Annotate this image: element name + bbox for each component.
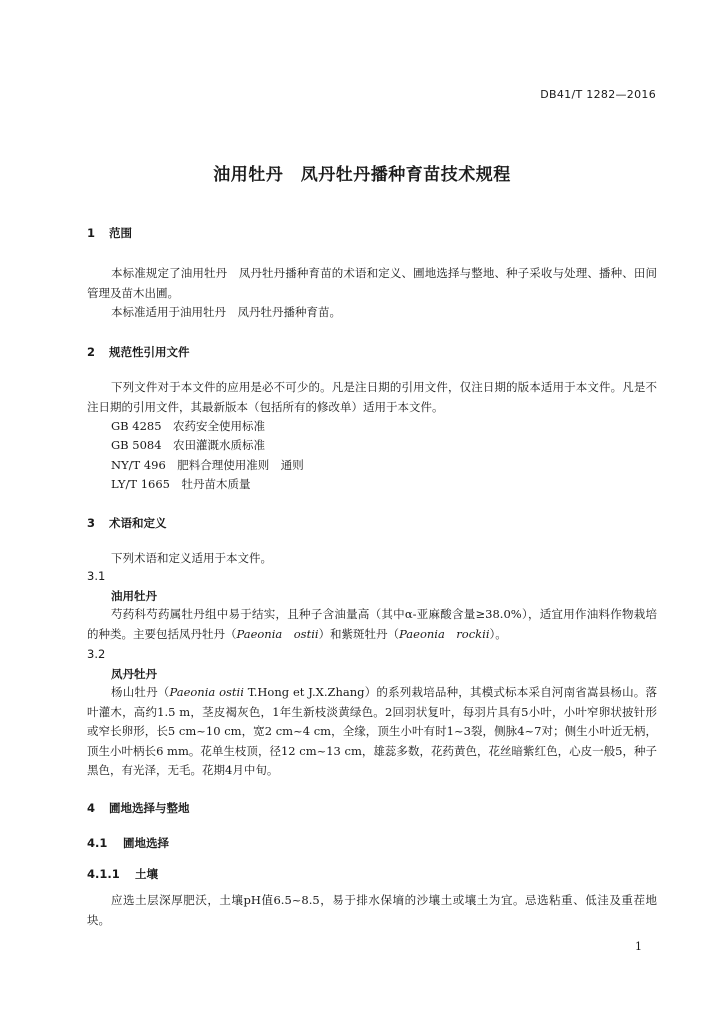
reference-item: GB 5084 农田灌溉水质标准 — [111, 438, 266, 452]
document-title: 油用牡丹 凤丹牡丹播种育苗技术规程 — [213, 165, 511, 185]
section-number: 2 — [87, 345, 96, 359]
standard-number: DB41/T 1282—2016 — [540, 88, 656, 101]
section-2-heading — [87, 344, 190, 360]
section-4-heading — [87, 800, 190, 816]
definition-text: 杨山牡丹（ — [111, 685, 170, 699]
definition-text: T.Hong et J.X.Zhang）的系列栽培品种，其模式标本采自河南省嵩县杨山。落叶灌木，高约1.5 m，茎皮褐灰色，1年生新枝淡黄绿色。2回羽状复叶，每羽片具有5小叶，小叶窄卵状披针形或窄长卵形，长5 cm~10 cm，宽2 cm~4 cm，全缘，顶生小叶有时1~3裂，侧脉4~7对；侧生小叶近无柄，顶生小叶柄长6 mm。花单生枝顶，径12 cm~13 cm，雄蕊多数，花药黄色，花丝暗紫红色，心皮一般5，种子黑色，有光泽，无毛。花期4月中旬。 — [87, 685, 657, 777]
section-title: 规范性引用文件 — [109, 345, 190, 359]
section-title: 圃地选择与整地 — [109, 801, 190, 815]
definition-text: ）和紫斑牡丹（ — [318, 626, 400, 641]
term-name: 油用牡丹 — [111, 589, 157, 603]
section-number: 3 — [87, 516, 96, 530]
section-title: 土壤 — [135, 867, 159, 881]
latin-name: Paeonia ostii — [169, 685, 244, 699]
latin-name: Paeonia ostii — [236, 626, 319, 641]
section-title: 圃地选择 — [123, 836, 170, 850]
section-3-paragraph-1: 下列术语和定义适用于本文件。 — [111, 551, 272, 565]
page-number: 1 — [635, 940, 642, 953]
reference-item: LY/T 1665 牡丹苗木质量 — [111, 477, 251, 491]
section-number: 4.1 — [87, 836, 108, 850]
section-title: 术语和定义 — [109, 516, 167, 530]
subsection-4-1-1-paragraph: 应选土层深厚肥沃，土壤pH值6.5~8.5，易于排水保墒的沙壤土或壤土为宜。忌选粘重、低洼及重茬地块。 — [87, 893, 657, 927]
term-definition-2 — [87, 683, 657, 781]
reference-item: NY/T 496 肥料合理使用准则 通则 — [111, 458, 304, 472]
definition-text: 芍药科芍药属牡丹组中易于结实，且种子含油量高（其中α-亚麻酸含量≥38.0%），适宜用作油料作物栽培的种类。主要包括凤丹牡丹（ — [87, 607, 657, 641]
term-name: 凤丹牡丹 — [111, 667, 157, 681]
term-definition-1 — [87, 605, 657, 644]
latin-name: Paeonia rockii — [399, 626, 490, 641]
subsection-4-1-1-heading — [87, 866, 158, 882]
section-number: 4.1.1 — [87, 867, 120, 881]
section-title: 范围 — [109, 226, 133, 240]
section-1-paragraph-1: 本标准规定了油用牡丹 凤丹牡丹播种育苗的术语和定义、圃地选择与整地、种子采收与处理、播种、田间管理及苗木出圃。 — [87, 266, 657, 300]
section-1-heading — [87, 225, 132, 241]
term-number: 3.1 — [87, 569, 106, 583]
section-2-paragraph-1: 下列文件对于本文件的应用是必不可少的。凡是注日期的引用文件，仅注日期的版本适用于本文件。凡是不注日期的引用文件，其最新版本（包括所有的修改单）适用于本文件。 — [87, 380, 657, 414]
section-number: 4 — [87, 801, 96, 815]
definition-text: ）。 — [489, 626, 507, 641]
subsection-4-1-heading — [87, 835, 169, 851]
section-number: 1 — [87, 226, 96, 240]
reference-item: GB 4285 农药安全使用标准 — [111, 419, 266, 433]
section-3-heading — [87, 515, 167, 531]
section-1-paragraph-2: 本标准适用于油用牡丹 凤丹牡丹播种育苗。 — [111, 305, 341, 319]
term-number: 3.2 — [87, 647, 106, 661]
